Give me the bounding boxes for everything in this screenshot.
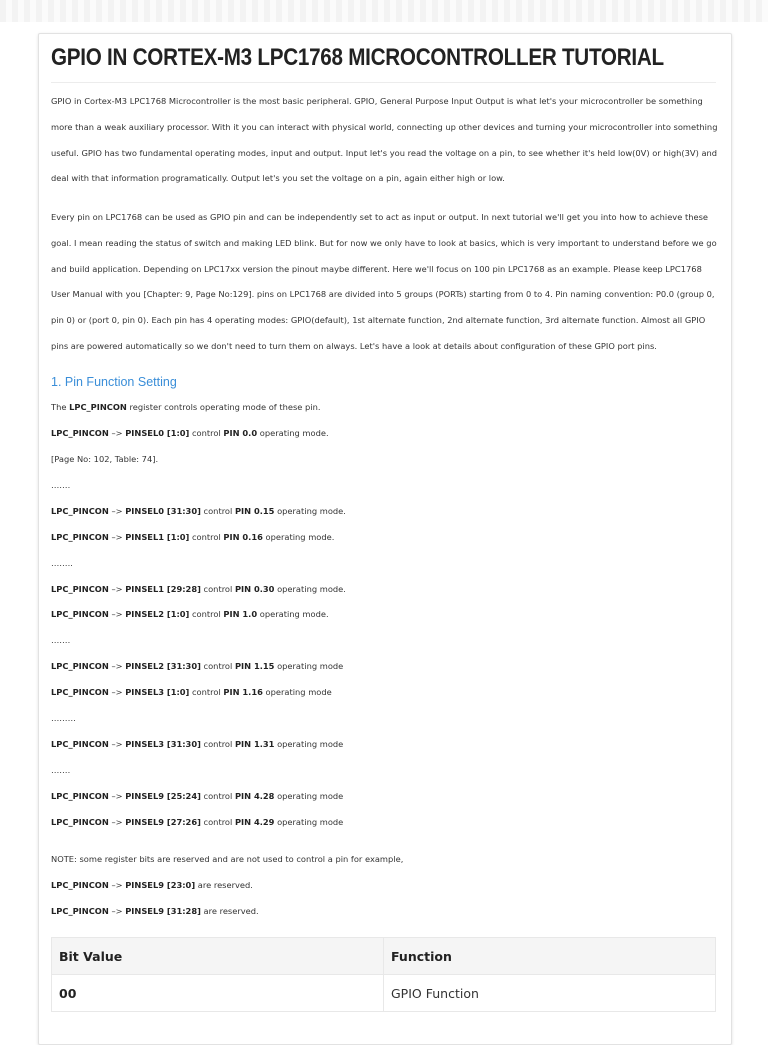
mapping-line: LPC_PINCON –> PINSEL9 [25:24] control PIN 4.28 operating mode — [51, 791, 344, 801]
title-divider — [51, 82, 716, 83]
mapping-line: LPC_PINCON –> PINSEL2 [31:30] control PIN 1.15 operating mode — [51, 661, 344, 671]
table-header: Bit Value — [52, 938, 384, 975]
ellipsis-line: …….. — [51, 558, 73, 568]
mapping-line: LPC_PINCON –> PINSEL0 [1:0] control PIN 0.0 operating mode. — [51, 428, 329, 438]
mapping-line: LPC_PINCON –> PINSEL2 [1:0] control PIN 1.0 operating mode. — [51, 609, 329, 619]
top-strip — [0, 0, 768, 22]
pincon-term: LPC_PINCON — [69, 402, 127, 412]
ellipsis-line: ……. — [51, 480, 71, 490]
mapping-line: LPC_PINCON –> PINSEL3 [31:30] control PIN 1.31 operating mode — [51, 739, 344, 749]
arrow-symbol: –> — [111, 687, 123, 697]
reserved-line: LPC_PINCON –> PINSEL9 [31:28] are reserved. — [51, 906, 259, 916]
table-header-row — [52, 938, 716, 975]
table-header: Function — [384, 938, 716, 975]
arrow-symbol: –> — [111, 428, 123, 438]
ellipsis-line: ……. — [51, 765, 71, 775]
arrow-symbol: –> — [111, 506, 123, 516]
arrow-symbol: –> — [111, 609, 123, 619]
section-heading: 1. Pin Function Setting — [51, 375, 177, 389]
arrow-symbol: –> — [111, 661, 123, 671]
arrow-symbol: –> — [111, 791, 123, 801]
arrow-symbol: –> — [111, 739, 123, 749]
control-word: control — [192, 428, 221, 438]
mapping-line: LPC_PINCON –> PINSEL0 [31:30] control PIN 0.15 operating mode. — [51, 506, 346, 516]
control-word: control — [192, 532, 221, 542]
arrow-symbol: –> — [111, 817, 123, 827]
paragraph-intro: GPIO in Cortex-M3 LPC1768 Microcontroller is the most basic peripheral. GPIO, General Purpose Input Output is what let's your microcontroller be something more than a weak auxiliary processor. With it you can interact with physical world, connecting up other devices and turning your microcontroller into something useful. GPIO has two fundamental operating modes, input and output. Input let's you read the voltage on a pin, to see whether it's held low(0V) or high(3V) and deal with that information programatically. Output let's you set the voltage on a pin, again either high or low. — [51, 96, 718, 184]
table-cell: GPIO Function — [384, 975, 716, 1012]
arrow-symbol: –> — [111, 880, 123, 890]
arrow-symbol: –> — [111, 584, 123, 594]
arrow-symbol: –> — [111, 532, 123, 542]
table-cell: 00 — [52, 975, 384, 1012]
control-word: control — [192, 609, 221, 619]
control-word: control — [192, 687, 221, 697]
control-word: control — [203, 506, 233, 516]
table-row — [52, 975, 716, 1012]
mapping-line: LPC_PINCON –> PINSEL9 [27:26] control PIN 4.29 operating mode — [51, 817, 344, 827]
arrow-symbol: –> — [111, 906, 123, 916]
control-word: control — [203, 661, 233, 671]
page-reference: [Page No: 102, Table: 74]. — [51, 454, 159, 464]
ellipsis-line: ……… — [51, 713, 76, 723]
control-word: control — [203, 817, 233, 827]
control-word: control — [203, 584, 233, 594]
paragraph-pins: Every pin on LPC1768 can be used as GPIO pin and can be independently set to act as input or output. In next tutorial we'll get you into how to achieve these goal. I mean reading the status of switch and making LED blink. But for now we only have to look at basics, which is very important to understand before we go and build application. Depending on LPC17xx version the pinout maybe different. Here we'll focus on 100 pin LPC1768 as an example. Please keep LPC1768 User Manual with you [Chapter: 9, Page No:129]. pins on LPC1768 are divided into 5 groups (PORTs) starting from 0 to 4. Pin naming convention: P0.0 (group 0, pin 0) or (port 0, pin 0). Each pin has 4 operating modes: GPIO(default), 1st alternate function, 2nd alternate function, 3rd alternate function. Almost all GPIO pins are powered automatically so we don't need to turn them on always. Let's have a look at details about configuration of these GPIO port pins. — [51, 212, 717, 351]
pincon-intro: The LPC_PINCON register controls operating mode of these pin. — [51, 402, 321, 412]
reserved-note: NOTE: some register bits are reserved and are not used to control a pin for example, — [51, 854, 404, 864]
mapping-line: LPC_PINCON –> PINSEL1 [1:0] control PIN 0.16 operating mode. — [51, 532, 335, 542]
mapping-line: LPC_PINCON –> PINSEL3 [1:0] control PIN 1.16 operating mode — [51, 687, 332, 697]
bit-function-table — [51, 937, 716, 1012]
control-word: control — [203, 739, 233, 749]
ellipsis-line: ……. — [51, 635, 71, 645]
page-title: GPIO IN CORTEX-M3 LPC1768 MICROCONTROLLER TUTORIAL — [51, 44, 664, 71]
mapping-line: LPC_PINCON –> PINSEL1 [29:28] control PIN 0.30 operating mode. — [51, 584, 346, 594]
reserved-line: LPC_PINCON –> PINSEL9 [23:0] are reserved. — [51, 880, 253, 890]
control-word: control — [203, 791, 233, 801]
